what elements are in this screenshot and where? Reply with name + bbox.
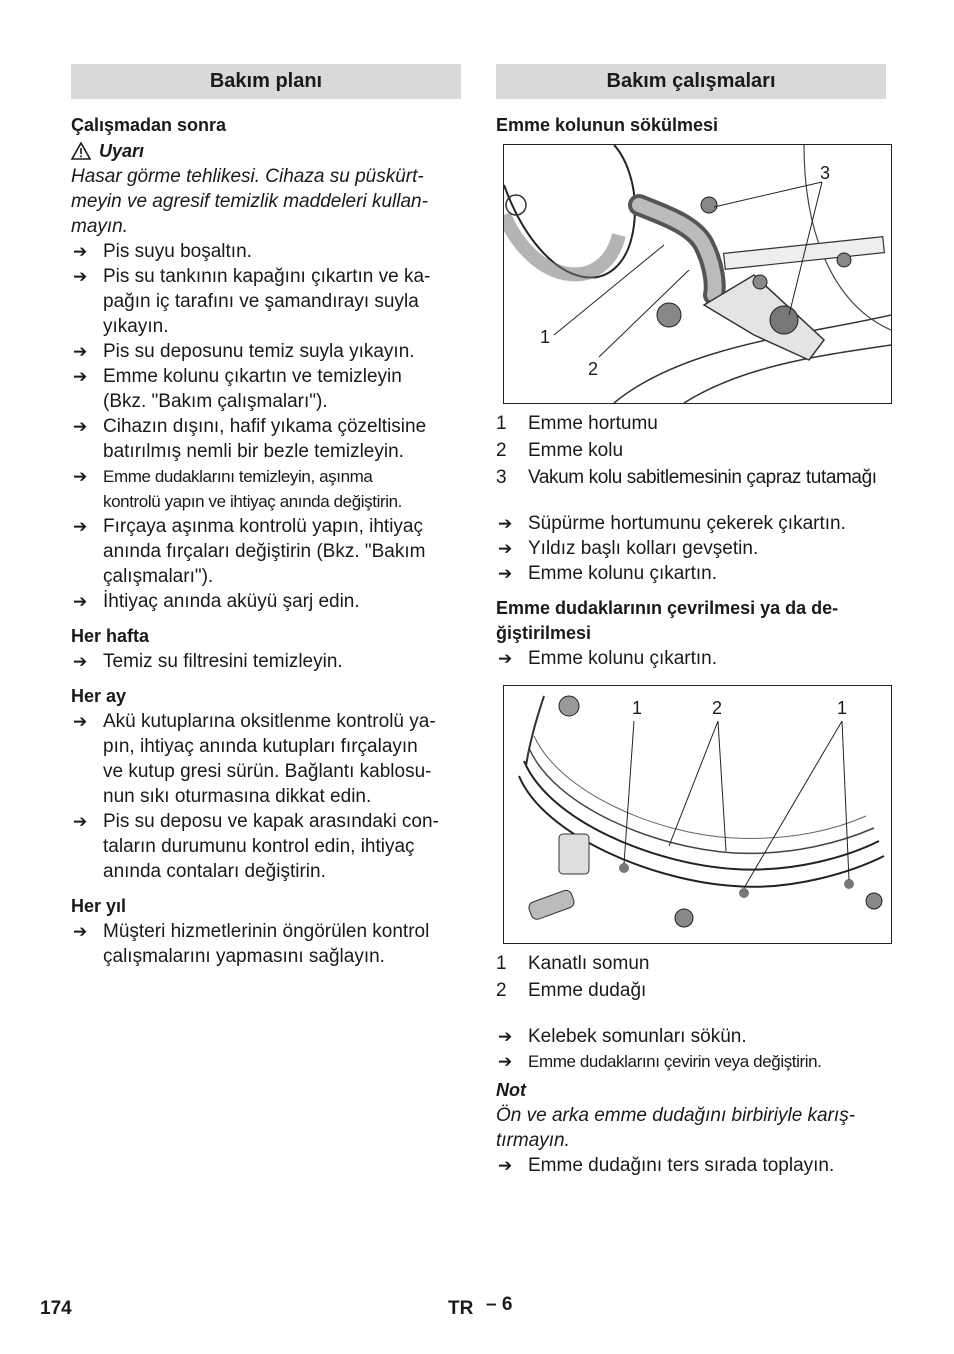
list-item-line: Müşteri hizmetlerinin öngörülen kontrol [103, 921, 430, 942]
arrow-right-icon: ➔ [498, 649, 513, 668]
heading-monthly: Her ay [71, 686, 127, 706]
heading-line: ğiştirilmesi [496, 623, 592, 643]
legend-row [496, 410, 886, 437]
list-item-line: (Bkz. "Bakım çalışmaları"). [103, 391, 328, 412]
warning-text-line: mayın. [71, 216, 129, 237]
arrow-right-icon: ➔ [73, 242, 88, 261]
note-text [496, 1103, 886, 1153]
heading-after-work: Çalışmadan sonra [71, 115, 227, 135]
list-item [71, 649, 461, 674]
list-item-line: anında contaları değiştirin. [103, 861, 326, 882]
legend-number: 1 [496, 413, 507, 434]
warning-text-line: meyin ve agresif temizlik maddeleri kullan- [71, 191, 428, 212]
heading-yearly: Her yıl [71, 896, 127, 916]
list-item-line: Pis su deposu ve kapak arasındaki con- [103, 811, 439, 832]
section-title-maintenance-work: Bakım çalışmaları [496, 64, 886, 99]
legend-number: 1 [496, 953, 507, 974]
heading-line: Emme dudaklarının çevrilmesi ya da de- [496, 598, 839, 618]
legend-number: 2 [496, 440, 507, 461]
list-item-line: yıkayın. [103, 316, 169, 337]
legend-number: 2 [496, 980, 507, 1001]
list-item-line: çalışmalarını yapmasını sağlayın. [103, 946, 385, 967]
figure-callout: 2 [712, 698, 723, 718]
warning-text [71, 164, 461, 239]
list-item [71, 364, 461, 414]
legend-text: Emme kolu [528, 440, 624, 461]
list-item-line: anında fırçaları değiştirin (Bkz. "Bakım [103, 541, 426, 562]
figure-callout: 2 [588, 359, 599, 379]
list-item [496, 646, 886, 671]
list-item [71, 589, 461, 614]
list-item-line: Fırçaya aşınma kontrolü yapın, ihtiyaç [103, 516, 423, 537]
warning-triangle-icon [71, 142, 91, 160]
legend-row [496, 950, 886, 977]
list-item-line: Pis su tankının kapağını çıkartın ve ka- [103, 266, 431, 287]
list-item-line: kontrolü yapın ve ihtiyaç anında değiştirin. [103, 492, 402, 511]
figure-callout: 1 [837, 698, 848, 718]
arrow-right-icon: ➔ [498, 1052, 512, 1071]
list-item [71, 464, 461, 514]
arrow-right-icon: ➔ [73, 812, 88, 831]
warning-row [71, 138, 461, 164]
arrow-right-icon: ➔ [498, 564, 513, 583]
list-item [71, 809, 461, 884]
note-text-line: tırmayın. [496, 1130, 570, 1151]
figure-suction-lips [503, 685, 892, 944]
list-item-line: Kelebek somunları sökün. [528, 1026, 747, 1047]
list-item [71, 919, 461, 969]
language-code: TR [448, 1298, 474, 1319]
list-item-line: pağın iç tarafını ve şamandırayı suyla [103, 291, 419, 312]
list-item-line: Emme kolunu çıkartın ve temizleyin [103, 366, 402, 387]
arrow-right-icon: ➔ [73, 652, 88, 671]
list-item [71, 264, 461, 339]
legend-text: Emme hortumu [528, 413, 658, 434]
arrow-right-icon: ➔ [73, 417, 88, 436]
heading-remove-suction-arm: Emme kolunun sökülmesi [496, 115, 719, 135]
arrow-right-icon: ➔ [73, 517, 88, 536]
legend-row [496, 437, 886, 464]
suction-arm-illustration [504, 145, 891, 403]
legend-text: Emme dudağı [528, 980, 647, 1001]
heading-weekly: Her hafta [71, 626, 150, 646]
list-item [496, 536, 886, 561]
figure-callout: 1 [632, 698, 643, 718]
list-item-line: çalışmaları"). [103, 566, 214, 587]
list-item [496, 1049, 886, 1074]
figure-callout: 3 [820, 163, 831, 183]
list-item-line: Emme dudaklarını çevirin veya değiştirin. [528, 1052, 822, 1071]
list-item-line: taların durumunu kontrol edin, ihtiyaç [103, 836, 415, 857]
list-item-line: Emme dudaklarını temizleyin, aşınma [103, 467, 373, 486]
list-item-line: Emme dudağını ters sırada toplayın. [528, 1155, 835, 1176]
list-item [496, 511, 886, 536]
legend-row [496, 977, 886, 1004]
legend-text: Kanatlı somun [528, 953, 650, 974]
section-page-number: – 6 [486, 1294, 513, 1315]
legend-number: 3 [496, 467, 507, 488]
arrow-right-icon: ➔ [498, 514, 513, 533]
list-item-line: Pis suyu boşaltın. [103, 241, 252, 262]
warning-label: Uyarı [99, 141, 145, 161]
arrow-right-icon: ➔ [73, 342, 88, 361]
warning-text-line: Hasar görme tehlikesi. Cihaza su püskürt- [71, 166, 424, 187]
arrow-right-icon: ➔ [498, 539, 513, 558]
list-item [496, 561, 886, 586]
legend-text: Vakum kolu sabitlemesinin çapraz tutamağı [528, 467, 877, 488]
list-item-line: Akü kutuplarına oksitlenme kontrolü ya- [103, 711, 436, 732]
list-item-line: Cihazın dışını, hafif yıkama çözeltisine [103, 416, 427, 437]
list-item-line: Yıldız başlı kolları gevşetin. [528, 538, 759, 559]
list-item [71, 514, 461, 589]
list-item-line: pın, ihtiyaç anında kutupları fırçalayın [103, 736, 418, 757]
list-item-line: batırılmış nemli bir bezle temizleyin. [103, 441, 404, 462]
list-item [71, 339, 461, 364]
legend-row [496, 464, 886, 491]
list-item [71, 709, 461, 809]
note-label: Not [496, 1080, 526, 1100]
list-item [71, 414, 461, 464]
arrow-right-icon: ➔ [73, 712, 88, 731]
arrow-right-icon: ➔ [73, 367, 88, 386]
arrow-right-icon: ➔ [498, 1027, 513, 1046]
note-text-line: Ön ve arka emme dudağını birbiriyle karış- [496, 1105, 856, 1126]
list-item [496, 1153, 886, 1178]
list-item-line: Süpürme hortumunu çekerek çıkartın. [528, 513, 846, 534]
arrow-right-icon: ➔ [73, 922, 88, 941]
arrow-right-icon: ➔ [73, 592, 88, 611]
list-item-line: ve kutup gresi sürün. Bağlantı kablosu- [103, 761, 432, 782]
page-number: 174 [40, 1298, 72, 1319]
section-title-maintenance-plan: Bakım planı [71, 64, 461, 99]
list-item [71, 239, 461, 264]
list-item-line: Emme kolunu çıkartın. [528, 563, 718, 584]
figure-callout: 1 [540, 327, 551, 347]
figure-suction-arm [503, 144, 892, 404]
arrow-right-icon: ➔ [73, 467, 87, 486]
left-column [71, 64, 461, 969]
list-item-line: Temiz su filtresini temizleyin. [103, 651, 343, 672]
arrow-right-icon: ➔ [73, 267, 88, 286]
arrow-right-icon: ➔ [498, 1156, 513, 1175]
list-item-line: Pis su deposunu temiz suyla yıkayın. [103, 341, 415, 362]
list-item [496, 1024, 886, 1049]
heading-turn-suction-lips [496, 596, 886, 646]
list-item-line: Emme kolunu çıkartın. [528, 648, 718, 669]
suction-lips-illustration [504, 686, 891, 943]
list-item-line: nun sıkı oturmasına dikkat edin. [103, 786, 372, 807]
right-column [496, 64, 886, 1178]
list-item-line: İhtiyaç anında aküyü şarj edin. [103, 591, 360, 612]
